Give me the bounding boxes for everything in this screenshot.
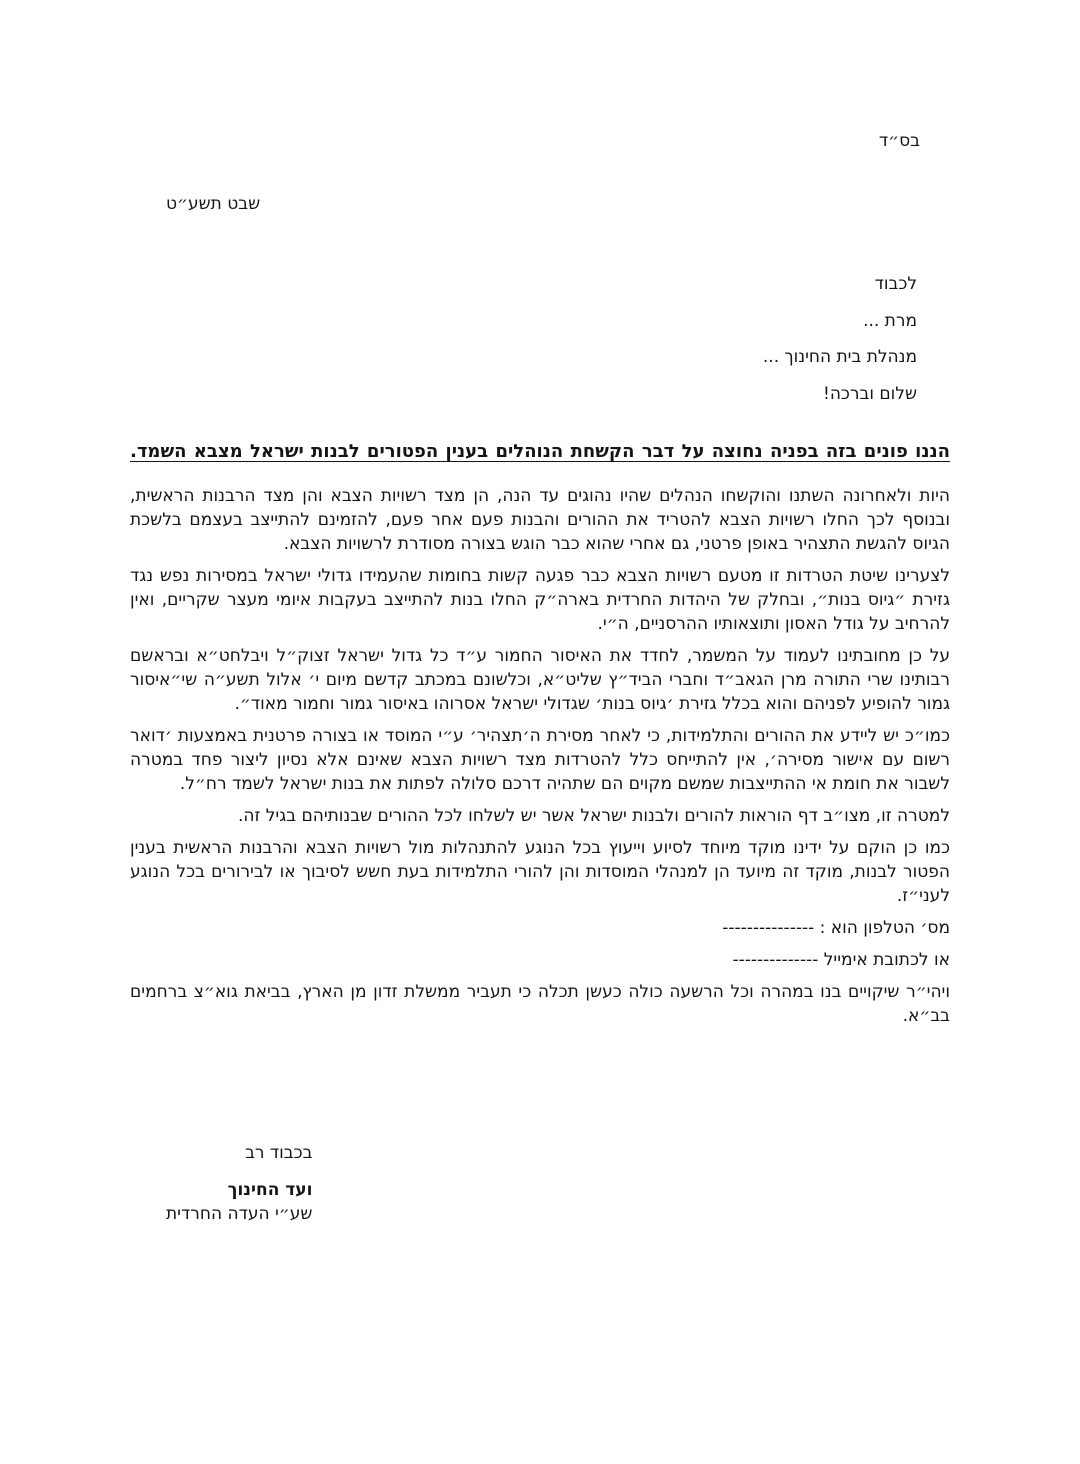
body-paragraph: לצערינו שיטת הטרדות זו מטעם רשויות הצבא כבר פגעה קשות בחומות שהעמידו גדולי ישראל במסירות נפש נגד גזירת ״גיוס בנות״, ובחלק של היהדות החרדית בארה״ק החלו בנות להתייצב בעקבות איומי מעצר שקריים, ואין להרחיב על גודל האסון ותוצאותיו ההרסניים, ה״י. (130, 566, 950, 634)
body-paragraph: כמו״כ יש ליידע את ההורים והתלמידות, כי לאחר מסירת ה׳תצהיר׳ ע״י המוסד או בצורה פרטנית באמצעות ׳דואר רשום עם אישור מסירה׳, אין להתייחס כלל להטרדות מצד רשויות הצבא שאינם אלא נסיון ליצור פחד במטרה לשבור את חומת אי ההתייצבות שמשם מקוים הם שתהיה דרכם סלולה לפתות את בנות ישראל לשמד רח״ל. (130, 726, 950, 794)
body-paragraph: כמו כן הוקם על ידינו מוקד מיוחד לסיוע וייעוץ בכל הנוגע להתנהלות מול רשויות הצבא והרבנות הראשית בענין הפטור לבנות, מוקד זה מיועד הן למנהלי המוסדות והן להורי התלמידות בעת חשש לסיבוך או לבירורים בכל הנוגע לעני״ז. (130, 838, 950, 906)
greeting-line: שלום וברכה! (823, 383, 917, 404)
recipient-block (763, 266, 917, 412)
closing-regards: בכבוד רב (245, 1143, 313, 1163)
signer-name: ועד החינוך (227, 1180, 313, 1200)
recipient-line-role: מנהלת בית החינוך ... (762, 347, 917, 367)
letter-date: שבט תשע״ט (166, 194, 261, 214)
signer-organization: שע״י העדה החרדית (166, 1204, 313, 1224)
recipient-line-name: מרת ... (863, 310, 917, 331)
body-paragraph: על כן מחובתינו לעמוד על המשמר, לחדד את האיסור החמור ע״ד כל גדול ישראל זצוק״ל ויבלחט״א ובראשם רבותינו שרי התורה מרן הגאב״ד וחברי הביד״ץ שליט״א, וכלשונם במכתב קדשם מיום י׳ אלול תשע״ה שי״איסור גמור להופיע לפניהם והוא בכלל גזירת ׳גיוס בנות׳ שגדולי ישראל אסרוהו באיסור גמור וחמור מאוד״. (130, 646, 950, 714)
recipient-line-honorific: לכבוד (874, 274, 917, 294)
phone-line: מס׳ הטלפון הוא : --------------- (722, 918, 950, 938)
email-line: או לכתובת אימייל -------------- (732, 950, 950, 970)
subject-heading: הננו פונים בזה בפניה נחוצה על דבר הקשחת הנוהלים בענין הפטורים לבנות ישראל מצבא השמד. (130, 441, 950, 462)
blessing-paragraph: ויהי״ר שיקויים בנו במהרה וכל הרשעה כולה כעשן תכלה כי תעביר ממשלת זדון מן הארץ, בביאת גוא״צ ברחמים בב״א. (130, 982, 950, 1026)
letter-body (130, 484, 950, 1036)
body-paragraph: למטרה זו, מצו״ב דף הוראות להורים ולבנות ישראל אשר יש לשלחו לכל ההורים שבנותיהם בגיל זה. (237, 806, 950, 826)
closing-block (166, 1141, 312, 1226)
body-paragraph: היות ולאחרונה השתנו והוקשחו הנהלים שהיו נהוגים עד הנה, הן מצד רשויות הצבא והן מצד הרבנות הראשית, ובנוסף לכך החלו רשויות הצבא להטריד את ההורים והבנות פעם אחר פעם, להזמינם להתייצב בעצמם בלשכת הגיוס להגשת התצהיר באופן פרטני, גם אחרי שהוא כבר הוגש בצורה מסודרת לרשויות הצבא. (130, 486, 950, 554)
bsd-mark: בס״ד (878, 131, 920, 151)
